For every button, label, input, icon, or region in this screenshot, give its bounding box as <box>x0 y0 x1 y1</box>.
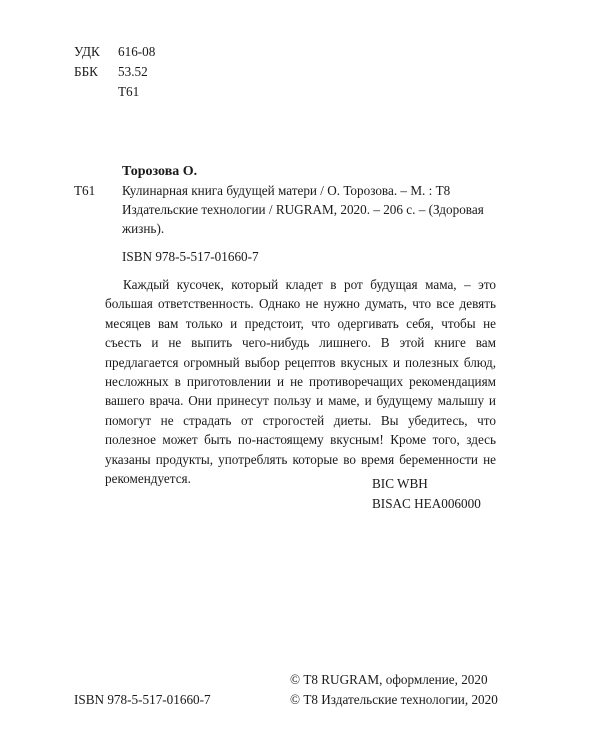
bic-code: BIC WBH <box>372 476 428 491</box>
copyright-publisher: © Т8 Издательские технологии, 2020 <box>290 692 498 707</box>
author-name: Торозова О. <box>122 164 198 179</box>
author-mark: Т61 <box>118 84 140 99</box>
isbn: ISBN 978-5-517-01660-7 <box>122 249 259 264</box>
bisac-code: BISAC HEA006000 <box>372 496 481 511</box>
author-mark-side: Т61 <box>74 183 96 198</box>
annotation: Каждый кусочек, который кладет в рот будущая мама, – это большая ответственность. Однако не нужно думать, что все девять месяцев вам только и предстоит, что одергивать себя, чтобы не съесть и не выпить чего-нибудь лишнего. В этой книге вам предлагается огромный выбор рецептов вкусных и полезных блюд, несложных в приготовлении и не противоречащих рекомендациям вашего врача. Они принесут пользу и маме, и будущему малышу и помогут не страдать от строгостей диеты. Вы убедитесь, что полезное может быть по-настоящему вкусным! Кроме того, здесь указаны продукты, употреблять которые во время беременности не рекомендуется. <box>105 277 496 487</box>
udk-value: 616-08 <box>118 44 156 59</box>
udk-code <box>74 42 155 61</box>
udk-label: УДК <box>74 44 100 59</box>
bbk-value: 53.52 <box>118 64 148 79</box>
bbk-code <box>74 62 148 81</box>
bibliographic-description: Кулинарная книга будущей матери / О. Торозова. – М. : Т8 Издательские технологии / RUGRAM, 2020. – 206 с. – (Здоровая жизнь). <box>122 183 484 236</box>
copyright-design: © Т8 RUGRAM, оформление, 2020 <box>290 672 488 687</box>
footer-isbn: ISBN 978-5-517-01660-7 <box>74 692 211 707</box>
bbk-label: ББК <box>74 64 98 79</box>
